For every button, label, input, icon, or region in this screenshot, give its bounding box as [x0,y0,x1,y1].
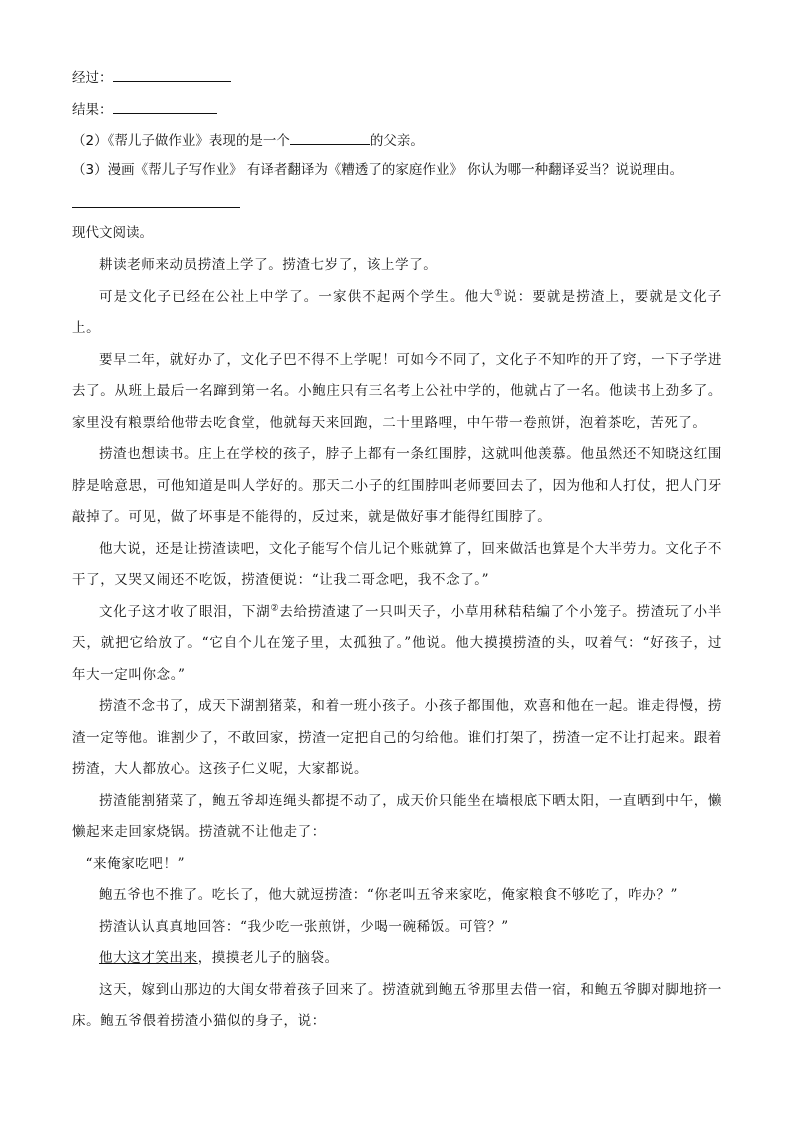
result-line [72,99,217,120]
story-paragraph-13: 这天，嫁到山那边的大闺女带着孩子回来了。捞渣就到鲍五爷那里去借一宿，和鲍五爷脚对脚地挤一床。鲍五爷偎着捞渣小猫似的身子，说： [72,981,722,1029]
question-3-answer-blank[interactable] [72,207,240,208]
story-paragraph-10: 鲍五爷也不推了。吃长了，他大就逗捞渣：“你老叫五爷来家吃，俺家粮食不够吃了，咋办？” [99,887,679,903]
story-paragraph-4: 捞渣也想读书。庄上在学校的孩子，脖子上都有一条红围脖，这就叫他羡慕。他虽然还不知晓这红围脖是啥意思，可他知道是叫人学好的。那天二小子的红围脖叫老师要回去了，因为他和人打仗，把人门牙敲掉了。可见，做了坏事是不能得的，反过来，就是做好事才能得红围脖了。 [72,446,722,525]
story-paragraph-6-text: 文化子这才收了眼泪，下湖 [99,603,271,620]
story-paragraph-5: 他大说，还是让捞渣读吧，文化子能写个信儿记个账就算了，回来做活也算是个大半劳力。文化子不干了，又哭又闹还不吃饭，捞渣便说：“让我二哥念吧，我不念了。” [72,540,722,588]
story-paragraph-9: “来俺家吃吧！” [85,855,186,872]
question-2-blank[interactable] [290,130,370,145]
story-paragraph-2-text: 可是文化子已经在公社上中学了。一家供不起两个学生。他大 [99,288,494,305]
story-paragraph-7: 捞渣不念书了，成天下湖割猪菜，和着一班小孩子。小孩子都围他，欢喜和他在一起。谁走得慢，捞渣一定等他。谁割少了，不敢回家，捞渣一定把自己的匀给他。谁们打架了，捞渣一定不让打起来。跟着捞渣，大人都放心。这孩子仁义呢，大家都说。 [72,698,722,777]
result-label: 结果： [72,102,113,118]
section-title-text: 现代文阅读。 [72,225,153,241]
story-paragraph-2 [72,282,722,345]
question-3 [72,160,683,180]
footnote-marker-1[interactable]: ① [493,288,504,298]
result-answer-blank[interactable] [113,99,217,114]
story-paragraph-11: 捞渣认认真真地回答：“我少吃一张煎饼，少喝一碗稀饭。可管？” [99,918,509,935]
story-paragraph-3: 要早二年，就好办了，文化子巴不得不上学呢！可如今不同了，文化子不知咋的开了窍，一下子学进去了。从班上最后一名蹿到第一名。小鲍庄只有三名考上公社中学的，他就占了一名。他读书上劲多了。家里没有粮票给他带去吃食堂，他就每天来回跑，二十里路哩，中午带一卷煎饼，泡着茶吃，苦死了。 [72,351,722,431]
story-paragraph-6 [72,597,722,692]
story-text [72,250,722,1038]
story-paragraph-8: 捞渣能割猪菜了，鲍五爷却连绳头都提不动了，成天价只能坐在墙根底下晒太阳，一直晒到中午，懒懒起来走回家烧锅。捞渣就不让他走了： [72,792,722,840]
story-paragraph-12-rest: ，摸摸老儿子的脑袋。 [197,950,339,966]
question-2 [72,130,424,151]
story-paragraph-1: 耕读老师来动员捞渣上学了。捞渣七岁了，该上学了。 [99,257,438,273]
footnote-marker-2[interactable]: ② [270,603,280,613]
question-2-prefix: （2）《帮儿子做作业》表现的是一个 [72,133,290,149]
story-paragraph-6-rest: 去给捞渣逮了一只叫天子，小草用秫秸秸编了个小笼子。捞渣玩了小半天，就把它给放了。“它自个儿在笼子里，太孤独了。”他说。他大摸摸捞渣的头，叹着气：“好孩子，过年大一定叫你念。” [72,603,722,683]
process-label: 经过： [72,70,113,86]
section-title [72,223,153,243]
underlined-sentence: 他大这才笑出来 [99,950,198,966]
story-paragraph-2-rest: 说：要就是捞渣上，要就是文化子上。 [72,288,723,336]
process-answer-blank[interactable] [113,67,231,82]
process-line [72,67,231,88]
question-3-text: （3）漫画《帮儿子写作业》 有译者翻译为《糟透了的家庭作业》 你认为哪一种翻译妥当？说说理由。 [72,162,684,178]
story-paragraph-12 [72,943,722,975]
question-2-suffix: 的父亲。 [369,133,424,149]
